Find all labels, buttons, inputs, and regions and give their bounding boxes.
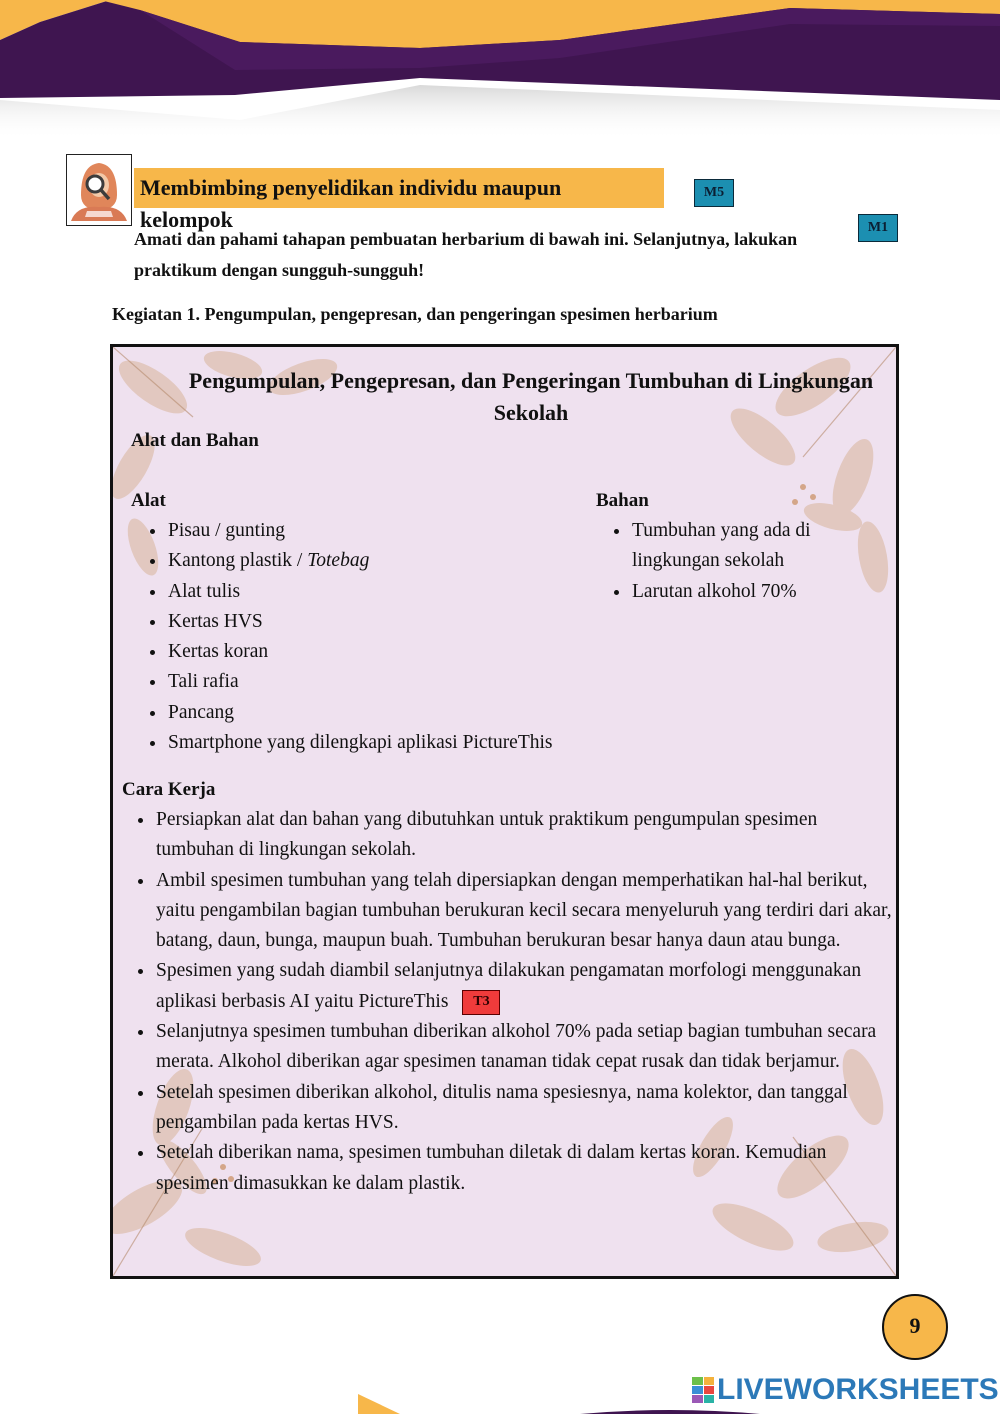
list-item: • Smartphone yang dilengkapi aplikasi PictureThis	[167, 728, 627, 758]
list-item: • Alat tulis	[167, 577, 627, 607]
list-item: • Pancang	[167, 698, 627, 728]
student-magnifier-icon	[67, 155, 130, 224]
tools-materials-heading: Alat dan Bahan	[131, 430, 259, 451]
activity-title: Kegiatan 1. Pengumpulan, pengepresan, dan pengeringan spesimen herbarium	[112, 304, 718, 324]
list-item: • Tali rafia	[167, 667, 627, 697]
procedure-steps	[121, 805, 895, 1199]
procedure-heading: Cara Kerja	[122, 779, 216, 800]
procedure-step: • Setelah spesimen diberikan alkohol, ditulis nama spesiesnya, nama kolektor, dan tanggal pengambilan pada kertas HVS.	[155, 1078, 895, 1139]
materials-list	[597, 516, 881, 607]
list-item: • Kertas HVS	[167, 607, 627, 637]
tools-list	[133, 516, 627, 758]
header-banner	[0, 0, 1000, 140]
investigator-avatar	[66, 154, 132, 226]
procedure-step: • Ambil spesimen tumbuhan yang telah dipersiapkan dengan memperhatikan hal-hal berikut, yaitu pengambilan bagian tumbuhan berukuran kecil secara menyeluruh yang terdiri dari akar, batang, daun, bunga, maupun buah. Tumbuhan berukuran besar hanya daun atau bunga.	[155, 866, 895, 957]
tag-m1: M1	[858, 214, 898, 242]
section-title: Membimbing penyelidikan individu maupun kelompok	[134, 168, 664, 208]
procedure-panel	[110, 344, 899, 1279]
tag-t3: T3	[462, 990, 500, 1015]
liveworksheets-icon	[692, 1377, 714, 1403]
procedure-step: • Selanjutnya spesimen tumbuhan diberikan alkohol 70% pada setiap bagian tumbuhan secara merata. Alkohol diberikan agar spesimen tanaman tidak cepat rusak dan tidak berjamur.	[155, 1017, 895, 1078]
list-item-text: Kantong plastik /	[168, 550, 308, 572]
panel-title: Pengumpulan, Pengepresan, dan Pengeringan Tumbuhan di Lingkungan Sekolah	[188, 368, 874, 425]
list-item: • Kertas koran	[167, 637, 627, 667]
tag-m5: M5	[694, 179, 734, 207]
procedure-step	[155, 956, 895, 1017]
instruction-text: Amati dan pahami tahapan pembuatan herbarium di bawah ini. Selanjutnya, lakukan praktikum dengan sungguh-sungguh!	[134, 229, 798, 280]
tools-heading: Alat	[131, 490, 166, 511]
procedure-step-text: Spesimen yang sudah diambil selanjutnya dilakukan pengamatan morfologi menggunakan aplikasi berbasis AI yaitu PictureThis	[156, 960, 862, 1012]
procedure-step: • Persiapkan alat dan bahan yang dibutuhkan untuk praktikum pengumpulan spesimen tumbuhan di lingkungan sekolah.	[155, 805, 895, 866]
liveworksheets-logo[interactable]	[692, 1374, 999, 1406]
list-item: • Tumbuhan yang ada di lingkungan sekolah	[631, 516, 881, 577]
page-number: 9	[882, 1294, 948, 1360]
list-item: • Pisau / gunting	[167, 516, 627, 546]
procedure-step: • Setelah diberikan nama, spesimen tumbuhan diletak di dalam kertas koran. Kemudian spesimen dimasukkan ke dalam plastik.	[155, 1138, 895, 1199]
list-item	[167, 546, 627, 576]
materials-heading: Bahan	[596, 490, 649, 511]
liveworksheets-text: LIVEWORKSHEETS	[717, 1373, 999, 1406]
list-item: • Larutan alkohol 70%	[631, 577, 881, 607]
list-item-italic: Totebag	[307, 550, 370, 572]
